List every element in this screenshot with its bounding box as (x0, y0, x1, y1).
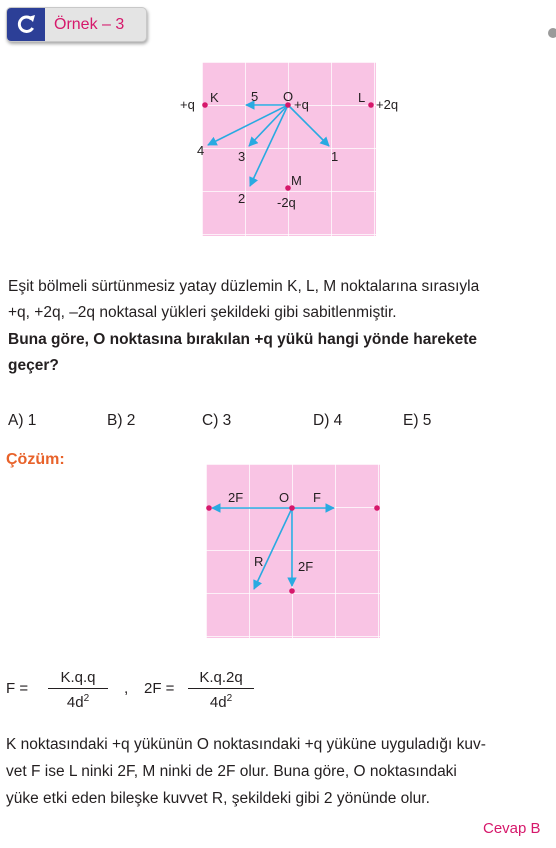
solution-point-O (289, 505, 295, 511)
direction-1: 1 (331, 149, 339, 164)
option-b[interactable]: B) 2 (107, 412, 136, 429)
formula-1-denominator (48, 689, 108, 713)
solution-title: Çözüm: (6, 451, 65, 468)
formula-separator: , (124, 680, 129, 697)
formula-1-lhs: F = (6, 680, 29, 697)
formula-2-denominator (188, 689, 254, 713)
solution-label-O: O (279, 490, 290, 505)
formula-2-den-exp: 2 (226, 693, 233, 704)
formula-1-numerator: K.q.q (48, 668, 108, 689)
question-bold-line-1: Buna göre, O noktasına bırakılan +q yükü hangi yönde harekete (8, 331, 477, 348)
force-label-F: F (313, 490, 321, 505)
solution-point-K (206, 505, 212, 511)
force-label-2F-down: 2F (298, 559, 314, 574)
solution-line-3: yüke etki eden bileşke kuvvet R, şekildeki gibi 2 yönünde olur. (6, 790, 430, 807)
example-title: Örnek – 3 (54, 16, 125, 33)
force-label-2F-left: 2F (228, 490, 244, 505)
question-bold-line-2: geçer? (8, 357, 59, 374)
solution-point-L (374, 505, 380, 511)
answer-label: Cevap B (483, 820, 541, 837)
charge-L: +2q (376, 97, 399, 112)
formula-2-numerator: K.q.2q (188, 668, 254, 689)
option-e[interactable]: E) 5 (403, 412, 432, 429)
direction-2: 2 (238, 191, 246, 206)
formula-1-den-base: 4d (66, 694, 84, 711)
option-d[interactable]: D) 4 (313, 412, 343, 429)
formula-2-den-base: 4d (209, 694, 227, 711)
resultant-arrow (254, 508, 292, 589)
charge-O: +q (294, 97, 309, 112)
label-M: M (291, 173, 302, 188)
charge-K: +q (180, 97, 195, 112)
charge-M: -2q (277, 195, 296, 210)
resultant-label: R (254, 554, 264, 569)
solution-line-1: K noktasındaki +q yükünün O noktasındaki +q yüküne uyguladığı kuv- (6, 736, 486, 753)
direction-5: 5 (251, 89, 259, 104)
formula-1-den-exp: 2 (83, 693, 90, 704)
formula-2-lhs: 2F = (144, 680, 175, 697)
question-line-2: +q, +2q, –2q noktasal yükleri şekildeki gibi sabitlenmiştir. (8, 304, 397, 321)
formula-1-fraction (48, 668, 108, 713)
question-line-1: Eşit bölmeli sürtünmesiz yatay düzlemin K, L, M noktalarına sırasıyla (8, 278, 480, 295)
formula-2-fraction (188, 668, 254, 713)
label-O: O (283, 89, 294, 104)
label-K: K (210, 90, 219, 105)
direction-3: 3 (238, 149, 246, 164)
option-a[interactable]: A) 1 (8, 412, 37, 429)
solution-point-M (289, 588, 295, 594)
label-L: L (358, 90, 366, 105)
solution-line-2: vet F ise L ninki 2F, M ninki de 2F olur. Buna göre, O noktasındaki (6, 763, 457, 780)
direction-4: 4 (197, 143, 205, 158)
option-c[interactable]: C) 3 (202, 412, 232, 429)
